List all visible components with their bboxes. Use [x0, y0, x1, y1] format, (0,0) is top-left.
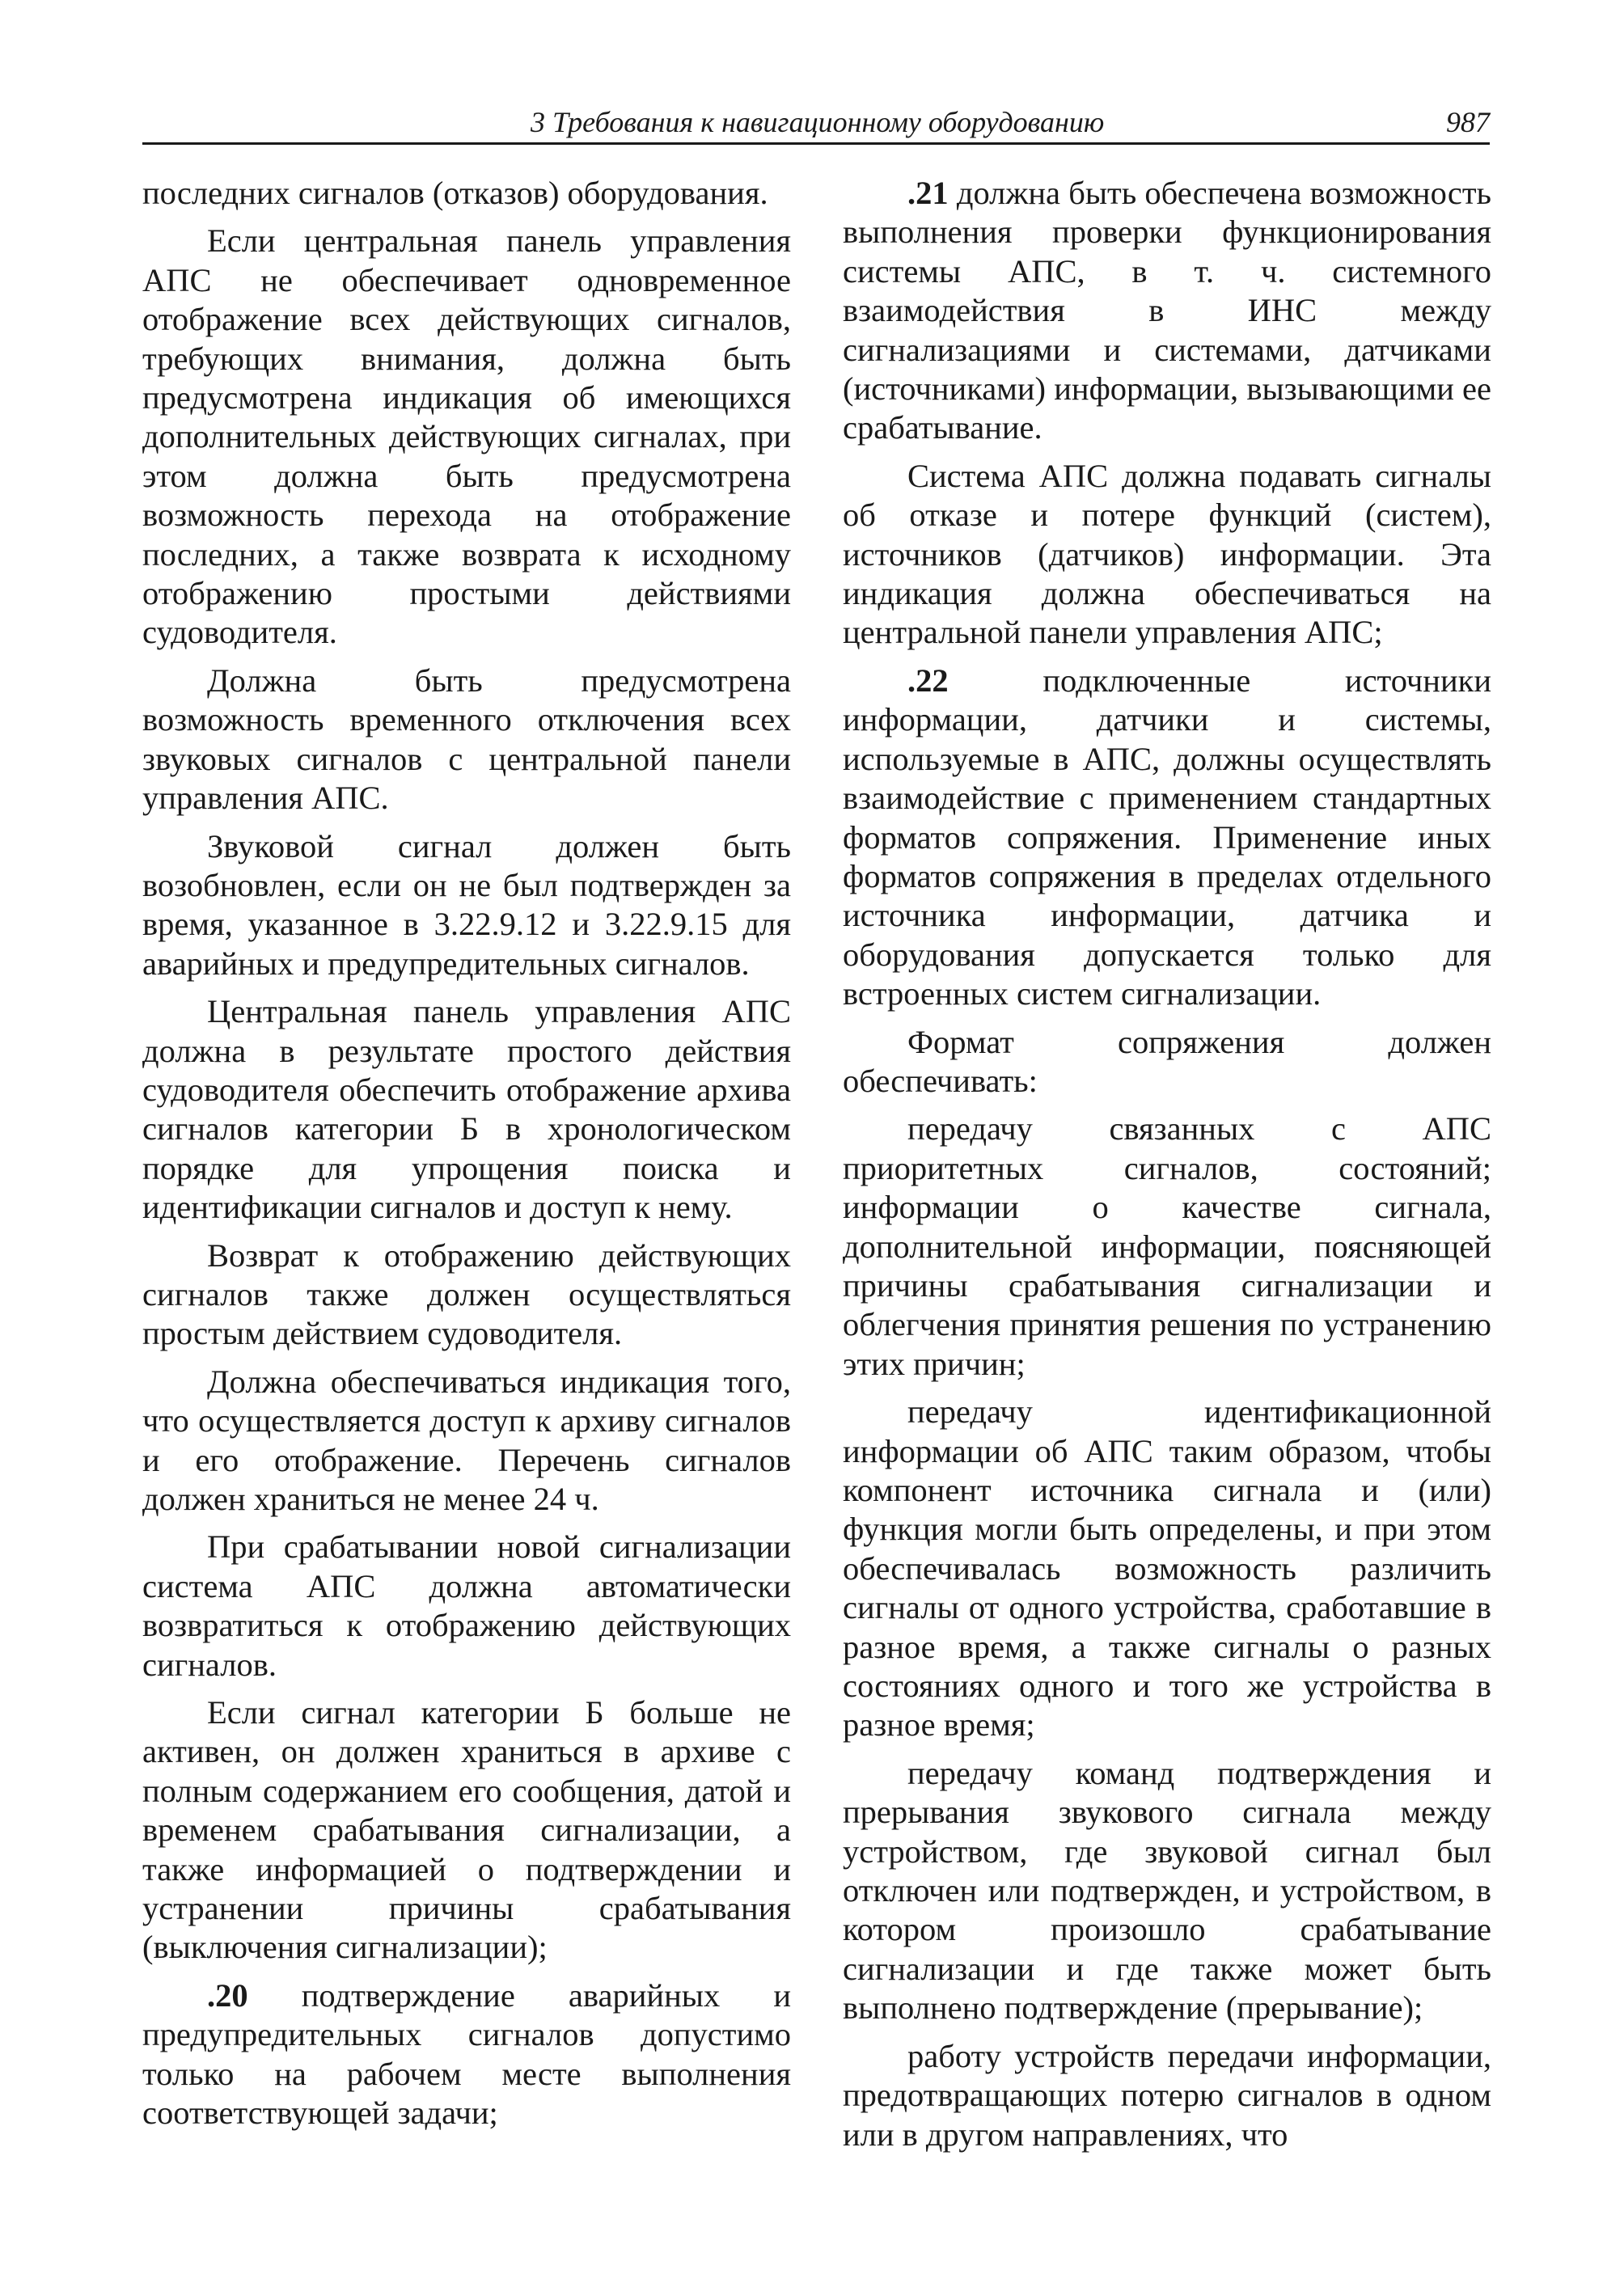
- item-number: .20: [207, 1976, 248, 2014]
- paragraph-text: должна быть обеспечена возможность выполнения проверки функционирования системы АПС, в т. ч. системного взаимодействия в ИНС между сигнализациями и системами, датчиками (источниками) информации, вызывающими ее срабатывание.: [843, 175, 1491, 446]
- paragraph: последних сигналов (отказов) оборудования.: [142, 175, 768, 211]
- paragraph: Возврат к отображению действующих сигналов также должен осуществляться простым действием судоводителя.: [142, 1236, 791, 1352]
- right-column: [843, 174, 1491, 2163]
- numbered-paragraph: [843, 662, 1491, 1014]
- paragraph: Звуковой сигнал должен быть возобновлен, если он не был подтвержден за время, указанное в 3.22.9.12 и 3.22.9.15 для аварийных и предупредительных сигналов.: [142, 827, 791, 982]
- paragraph: Если сигнал категории Б больше не активен, он должен храниться в архиве с полным содержанием его сообщения, датой и временем срабатывания сигнализации, а также информацией о подтверждении и устранении причины срабатывания (выключения сигнализации);: [142, 1694, 791, 1966]
- item-number: .21: [907, 175, 949, 211]
- paragraph: Если центральная панель управления АПС не обеспечивает одновременное отображение всех действующих сигналов, требующих внимания, должна быть предусмотрена индикация об имеющихся дополнительных действующих сигналах, при этом должна быть предусмотрена возможность перехода на отображение последних, а также возврата к исходному отображению простыми действиями судоводителя.: [142, 222, 791, 651]
- numbered-paragraph: [843, 174, 1491, 448]
- chapter-title: 3 Требования к навигационному оборудованию: [531, 106, 1105, 138]
- paragraph: Формат сопряжения должен обеспечивать:: [843, 1023, 1491, 1099]
- list-paragraph: передачу связанных с АПС приоритетных сигналов, состояний; информации о качестве сигнала, дополнительной информации, поясняющей причины срабатывания сигнализации и облегчения принятия решения по устранению этих причин;: [843, 1110, 1491, 1382]
- list-paragraph: работу устройств передачи информации, предотвращающих потерю сигналов в одном или в другом направлениях, что: [843, 2037, 1491, 2153]
- paragraph-text: подключенные источники информации, датчики и системы, используемые в АПС, должны осуществлять взаимодействие с применением стандартных форматов сопряжения. Применение иных форматов сопряжения в пределах отдельного источника информации, датчика и оборудования допускается только для встроенных систем сигнализации.: [843, 662, 1491, 1012]
- paragraph: Должна обеспечиваться индикация того, что осуществляется доступ к архиву сигналов и его отображение. Перечень сигналов должен храниться не менее 24 ч.: [142, 1363, 791, 1517]
- paragraph-text: подтверждение аварийных и предупредительных сигналов допустимо только на рабочем месте выполнения соответствующей задачи;: [142, 1976, 791, 2132]
- paragraph: Центральная панель управления АПС должна в результате простого действия судоводителя обеспечить отображение архива сигналов категории Б в хронологическом порядке для упрощения поиска и идентификации сигналов и доступ к нему.: [142, 993, 791, 1226]
- numbered-paragraph: [142, 1976, 791, 2133]
- running-header: [142, 97, 1490, 145]
- paragraph: При срабатывании новой сигнализации система АПС должна автоматически возвратиться к отображению действующих сигналов.: [142, 1528, 791, 1683]
- page-number: 987: [1446, 106, 1490, 138]
- left-column: [142, 174, 791, 2142]
- item-number: .22: [907, 662, 949, 699]
- list-paragraph: передачу команд подтверждения и прерывания звукового сигнала между устройством, где звуковой сигнал был отключен или подтвержден, и устройством, в котором произошло срабатывание сигнализации и где также может быть выполнено подтверждение (прерывание);: [843, 1754, 1491, 2027]
- paragraph: Система АПС должна подавать сигналы об отказе и потере функций (систем), источников (датчиков) информации. Эта индикация должна обеспечиваться на центральной панели управления АПС;: [843, 457, 1491, 651]
- paragraph: Должна быть предусмотрена возможность временного отключения всех звуковых сигналов с центральной панели управления АПС.: [142, 662, 791, 817]
- list-paragraph: передачу идентификационной информации об АПС таким образом, чтобы компонент источника сигнала и (или) функция могли быть определены, и при этом обеспечивалась возможность различить сигналы от одного устройства, сработавшие в разное время, а также сигналы о разных состояниях одного и того же устройства в разное время;: [843, 1393, 1491, 1744]
